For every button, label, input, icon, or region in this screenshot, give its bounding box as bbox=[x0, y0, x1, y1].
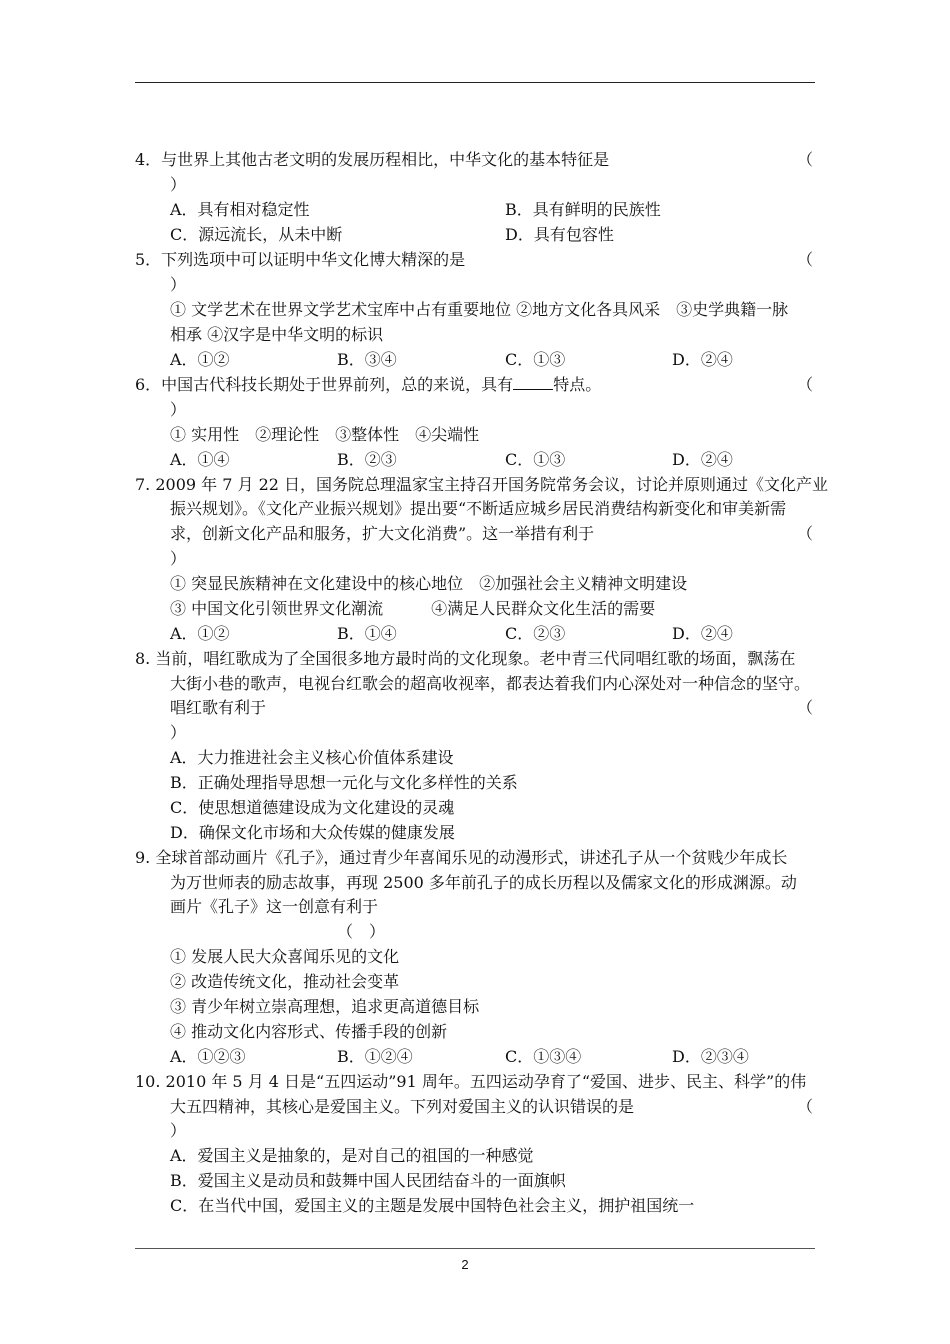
q9-paren: （ ） bbox=[337, 922, 386, 941]
q7-option-b: B．①④ bbox=[337, 624, 397, 643]
footer-rule bbox=[135, 1248, 815, 1249]
q6-paren-close: ） bbox=[170, 400, 187, 419]
q7-option-d: D．②④ bbox=[672, 624, 733, 643]
q4-stem: 4．与世界上其他古老文明的发展历程相比，中华文化的基本特征是 bbox=[135, 150, 610, 169]
q8-paren-open: （ bbox=[797, 698, 814, 717]
q10-option-c: C．在当代中国，爱国主义的主题是发展中国特色社会主义，拥护祖国统一 bbox=[170, 1196, 695, 1215]
q5-option-b: B．③④ bbox=[337, 350, 397, 369]
page-number: 2 bbox=[461, 1257, 469, 1272]
q7-option-a: A．①② bbox=[170, 624, 230, 643]
q9-stem-line2: 为万世师表的励志故事，再现 2500 多年前孔子的成长历程以及儒家文化的形成渊源。动 bbox=[170, 873, 797, 892]
q4-option-b: B．具有鲜明的民族性 bbox=[505, 200, 661, 219]
q5-paren-close: ） bbox=[170, 275, 187, 294]
q7-option-c: C．②③ bbox=[505, 624, 566, 643]
q10-stem-line1: 10. 2010 年 5 月 4 日是“五四运动”91 周年。五四运动孕育了“爱国、进步、民主、科学”的伟 bbox=[135, 1072, 807, 1091]
q8-option-b: B．正确处理指导思想一元化与文化多样性的关系 bbox=[170, 773, 518, 792]
q8-stem-line2: 大街小巷的歌声，电视台红歌会的超高收视率，都表达着我们内心深处对一种信念的坚守。 bbox=[170, 674, 811, 693]
q9-statement-3: ③ 青少年树立崇高理想，追求更高道德目标 bbox=[170, 997, 480, 1016]
q9-option-d: D．②③④ bbox=[672, 1047, 749, 1066]
q10-stem-line2: 大五四精神，其核心是爱国主义。下列对爱国主义的认识错误的是 bbox=[170, 1097, 635, 1116]
q7-statements-line2: ③ 中国文化引领世界文化潮流 ④满足人民群众文化生活的需要 bbox=[170, 599, 656, 618]
q6-paren-open: （ bbox=[797, 375, 814, 394]
q5-paren-open: （ bbox=[797, 250, 814, 269]
q8-option-d: D．确保文化市场和大众传媒的健康发展 bbox=[170, 823, 455, 842]
q5-option-c: C．①③ bbox=[505, 350, 566, 369]
q5-statements-line2: 相承 ④汉字是中华文明的标识 bbox=[170, 325, 384, 344]
q4-paren-open: （ bbox=[797, 150, 814, 169]
q7-paren-open: （ bbox=[797, 524, 814, 543]
q9-option-a: A．①②③ bbox=[170, 1047, 246, 1066]
q7-paren-close: ） bbox=[170, 549, 187, 568]
q6-statements: ① 实用性 ②理论性 ③整体性 ④尖端性 bbox=[170, 425, 480, 444]
q8-stem-line3: 唱红歌有利于 bbox=[170, 698, 267, 717]
q9-stem-line1: 9. 全球首部动画片《孔子》，通过青少年喜闻乐见的动漫形式，讲述孔子从一个贫贱少年成长 bbox=[135, 848, 788, 867]
header-rule bbox=[135, 82, 815, 83]
q5-option-d: D．②④ bbox=[672, 350, 733, 369]
q6-option-b: B．②③ bbox=[337, 450, 397, 469]
q9-statement-2: ② 改造传统文化，推动社会变革 bbox=[170, 972, 400, 991]
q7-stem-line1: 7. 2009 年 7 月 22 日，国务院总理温家宝主持召开国务院常务会议，讨论并原则通过《文化产业 bbox=[135, 475, 829, 494]
q7-stem-line2: 振兴规划》。《文化产业振兴规划》提出要“不断适应城乡居民消费结构新变化和审美新需 bbox=[170, 499, 787, 518]
q5-statements-line1: ① 文学艺术在世界文学艺术宝库中占有重要地位 ②地方文化各具风采 ③史学典籍一脉 bbox=[170, 300, 789, 319]
q8-stem-line1: 8. 当前，唱红歌成为了全国很多地方最时尚的文化现象。老中青三代同唱红歌的场面，飘荡在 bbox=[135, 649, 796, 668]
q6-stem bbox=[135, 374, 601, 396]
q6-option-c: C．①③ bbox=[505, 450, 566, 469]
q8-option-a: A．大力推进社会主义核心价值体系建设 bbox=[170, 748, 454, 767]
q10-paren-open: （ bbox=[797, 1097, 814, 1116]
q6-option-d: D．②④ bbox=[672, 450, 733, 469]
q6-option-a: A．①④ bbox=[170, 450, 230, 469]
q4-option-a: A．具有相对稳定性 bbox=[170, 200, 310, 219]
q8-option-c: C．使思想道德建设成为文化建设的灵魂 bbox=[170, 798, 455, 817]
q9-statement-4: ④ 推动文化内容形式、传播手段的创新 bbox=[170, 1022, 448, 1041]
q10-option-a: A．爱国主义是抽象的，是对自己的祖国的一种感觉 bbox=[170, 1146, 534, 1165]
q5-option-a: A．①② bbox=[170, 350, 230, 369]
q9-option-c: C．①③④ bbox=[505, 1047, 582, 1066]
q10-option-b: B．爱国主义是动员和鼓舞中国人民团结奋斗的一面旗帜 bbox=[170, 1171, 566, 1190]
q4-option-d: D．具有包容性 bbox=[505, 225, 614, 244]
q5-stem: 5．下列选项中可以证明中华文化博大精深的是 bbox=[135, 250, 466, 269]
q9-statement-1: ① 发展人民大众喜闻乐见的文化 bbox=[170, 947, 400, 966]
q9-stem-line3: 画片《孔子》这一创意有利于 bbox=[170, 897, 379, 916]
q8-paren-close: ） bbox=[170, 723, 187, 742]
q6-blank bbox=[513, 375, 553, 390]
q4-option-c: C．源远流长，从未中断 bbox=[170, 225, 343, 244]
q4-paren-close: ） bbox=[170, 175, 187, 194]
q6-stem-part2: 特点。 bbox=[553, 375, 602, 394]
q6-stem-part1: 6．中国古代科技长期处于世界前列，总的来说，具有 bbox=[135, 375, 514, 394]
q7-statements-line1: ① 突显民族精神在文化建设中的核心地位 ②加强社会主义精神文明建设 bbox=[170, 574, 688, 593]
q7-stem-line3: 求，创新文化产品和服务，扩大文化消费”。这一举措有利于 bbox=[170, 524, 595, 543]
q10-paren-close: ） bbox=[170, 1121, 187, 1140]
q9-option-b: B．①②④ bbox=[337, 1047, 413, 1066]
